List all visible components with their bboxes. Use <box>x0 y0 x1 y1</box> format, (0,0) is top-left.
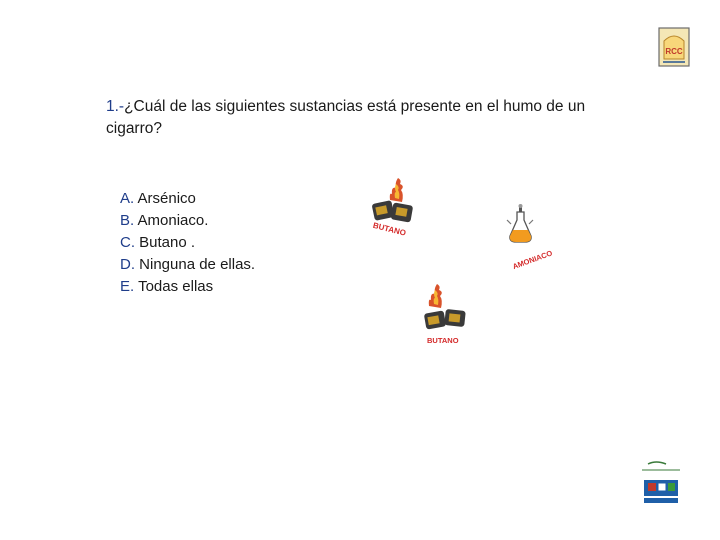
option-letter: B. <box>120 212 135 229</box>
option-letter: A. <box>120 190 135 207</box>
gas-canister-icon <box>424 309 466 330</box>
option-letter: C. <box>120 234 135 251</box>
option-label: Arsénico <box>134 190 196 207</box>
option-label: Ninguna de ellas. <box>135 256 256 273</box>
option-b <box>120 210 255 232</box>
question-number: 1.- <box>106 98 125 115</box>
gas-canister-icon <box>372 200 414 223</box>
option-label: Butano . <box>135 234 196 251</box>
amoniaco-label: AMONIACO <box>511 248 554 272</box>
option-letter: E. <box>120 278 135 295</box>
option-letter: D. <box>120 256 135 273</box>
butano-clipart-1 <box>364 174 424 249</box>
option-label: Todas ellas <box>134 278 214 295</box>
school-logo-top <box>658 27 690 72</box>
answer-options <box>120 188 255 298</box>
butano-label-1: BUTANO <box>372 220 407 238</box>
flask-icon <box>507 204 533 242</box>
crest-icon <box>644 480 678 503</box>
butano-label-2: BUTANO <box>427 336 459 345</box>
butano-clipart-2 <box>415 282 477 351</box>
question-body: ¿Cuál de las siguientes sustancias está presente en el humo de un cigarro? <box>106 98 586 137</box>
question-text <box>106 96 606 140</box>
option-c <box>120 232 255 254</box>
option-d <box>120 254 255 276</box>
amoniaco-clipart <box>505 202 565 277</box>
option-label: Amoniaco. <box>134 212 209 229</box>
option-e <box>120 276 255 298</box>
logo-text: RCC <box>665 47 683 56</box>
institution-logo-bottom <box>636 458 686 513</box>
option-a <box>120 188 255 210</box>
